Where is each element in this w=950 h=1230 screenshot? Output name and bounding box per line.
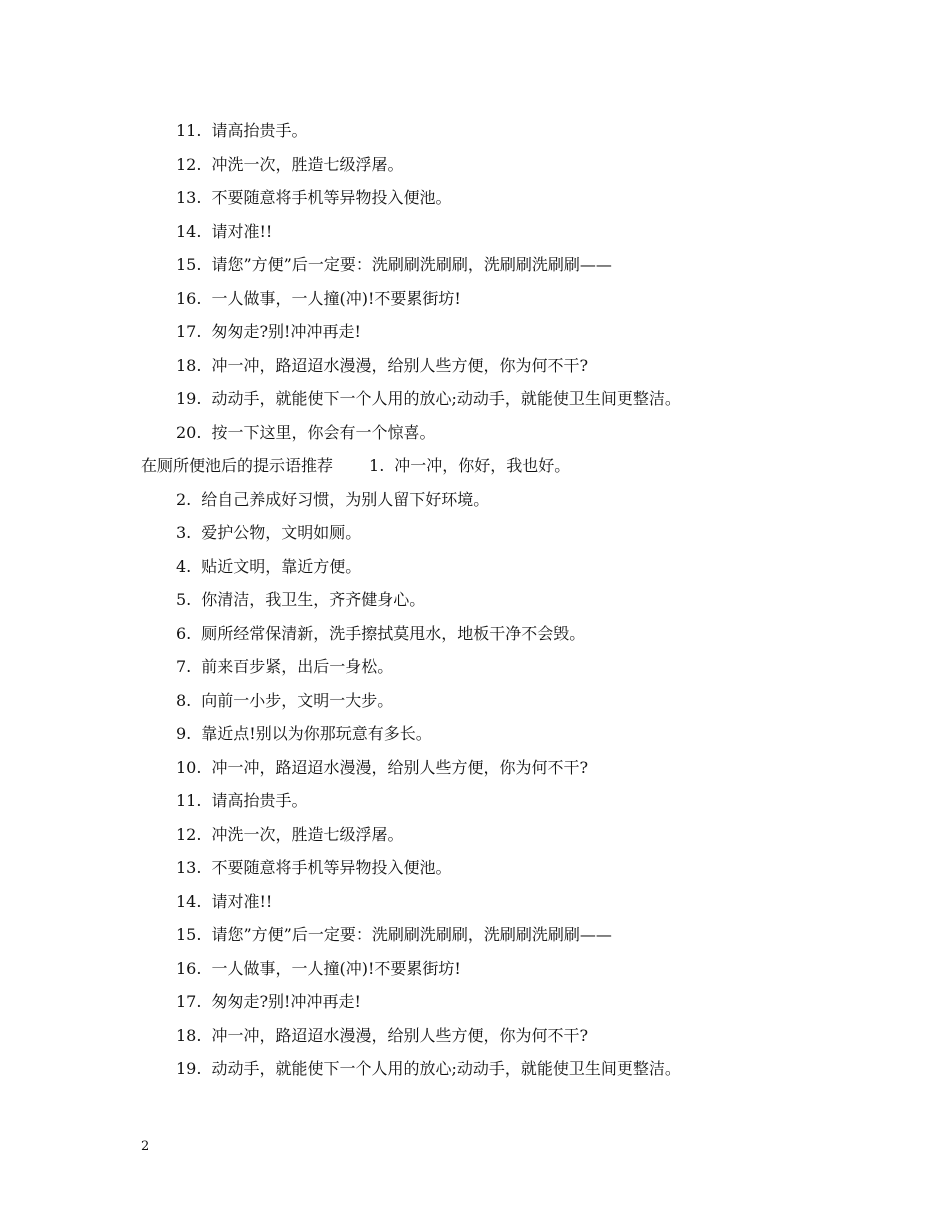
- item-number: 14.: [176, 222, 202, 241]
- item-number: 13.: [176, 858, 202, 877]
- item-text: 动动手，就能使下一个人用的放心;动动手，就能使卫生间更整洁。: [211, 389, 681, 408]
- item-text: 请高抬贵手。: [211, 791, 308, 810]
- list-item: [176, 624, 585, 644]
- item-number: 18.: [176, 356, 202, 375]
- list-item: [176, 155, 403, 175]
- item-number: 11.: [176, 791, 202, 810]
- item-text: 不要随意将手机等异物投入便池。: [211, 188, 452, 207]
- list-item: [176, 389, 681, 409]
- list-item: [176, 925, 612, 945]
- list-item: [176, 758, 588, 778]
- item-text: 冲一冲，路迢迢水漫漫，给别人些方便，你为何不干?: [211, 356, 589, 375]
- list-item: [176, 222, 272, 242]
- item-number: 12.: [176, 825, 202, 844]
- item-number: 18.: [176, 1026, 202, 1045]
- list-item: [176, 691, 393, 711]
- list-item: [176, 322, 361, 342]
- page-number: 2: [141, 1139, 150, 1154]
- list-item: [176, 121, 307, 141]
- item-text: 匆匆走?别!冲冲再走!: [211, 322, 361, 341]
- item-text: 按一下这里，你会有一个惊喜。: [211, 423, 436, 442]
- item-number: 16.: [176, 289, 202, 308]
- item-number: 12.: [176, 155, 202, 174]
- section-heading-line: [141, 456, 570, 476]
- item-number: 17.: [176, 322, 202, 341]
- list-item: [176, 523, 361, 543]
- list-item: [176, 590, 425, 610]
- list-item: [176, 490, 489, 510]
- item-number: 6.: [176, 624, 192, 643]
- list-item: [176, 825, 403, 845]
- item-text: 厕所经常保清新，洗手擦拭莫甩水，地板干净不会毁。: [201, 624, 586, 643]
- item-text: 前来百步紧，出后一身松。: [201, 657, 394, 676]
- item-text: 爱护公物，文明如厕。: [201, 523, 362, 542]
- list-item: [176, 289, 461, 309]
- list-item: [176, 959, 461, 979]
- list-item: [176, 255, 612, 275]
- item-number: 8.: [176, 691, 192, 710]
- list-item: [176, 657, 393, 677]
- list-item: [176, 1026, 588, 1046]
- item-text: 请对准!!: [211, 222, 273, 241]
- item-text: 请您”方便”后一定要：洗刷刷洗刷刷，洗刷刷洗刷刷——: [211, 255, 612, 274]
- item-text: 一人做事，一人撞(冲)!不要累街坊!: [211, 289, 461, 308]
- item-number: 14.: [176, 892, 202, 911]
- list-item: [176, 858, 451, 878]
- list-item: [176, 557, 361, 577]
- item-number: 15.: [176, 255, 202, 274]
- item-number: 19.: [176, 389, 202, 408]
- list-item: [176, 188, 451, 208]
- item-text: 冲一冲，路迢迢水漫漫，给别人些方便，你为何不干?: [211, 1026, 589, 1045]
- item-text: 动动手，就能使下一个人用的放心;动动手，就能使卫生间更整洁。: [211, 1059, 681, 1078]
- list-item: [176, 1059, 681, 1079]
- list-item: [176, 892, 272, 912]
- item-text: 请高抬贵手。: [211, 121, 308, 140]
- item-text: 冲洗一次，胜造七级浮屠。: [211, 825, 404, 844]
- item-text: 给自己养成好习惯，为别人留下好环境。: [201, 490, 490, 509]
- item-number: 1.: [369, 456, 385, 475]
- item-number: 10.: [176, 758, 202, 777]
- item-text: 匆匆走?别!冲冲再走!: [211, 992, 361, 1011]
- list-item: [176, 791, 307, 811]
- item-text: 请您”方便”后一定要：洗刷刷洗刷刷，洗刷刷洗刷刷——: [211, 925, 612, 944]
- item-number: 7.: [176, 657, 192, 676]
- item-text: 冲一冲，你好，我也好。: [394, 456, 571, 475]
- item-text: 一人做事，一人撞(冲)!不要累街坊!: [211, 959, 461, 978]
- item-text: 请对准!!: [211, 892, 273, 911]
- item-text: 你清洁，我卫生，齐齐健身心。: [201, 590, 426, 609]
- item-text: 贴近文明，靠近方便。: [201, 557, 362, 576]
- list-item: [176, 724, 432, 744]
- item-text: 冲洗一次，胜造七级浮屠。: [211, 155, 404, 174]
- item-number: 15.: [176, 925, 202, 944]
- item-text: 冲一冲，路迢迢水漫漫，给别人些方便，你为何不干?: [211, 758, 589, 777]
- list-item: [176, 356, 588, 376]
- item-number: 4.: [176, 557, 192, 576]
- item-number: 19.: [176, 1059, 202, 1078]
- item-number: 5.: [176, 590, 192, 609]
- item-number: 9.: [176, 724, 192, 743]
- item-number: 17.: [176, 992, 202, 1011]
- item-number: 16.: [176, 959, 202, 978]
- item-text: 向前一小步，文明一大步。: [201, 691, 394, 710]
- list-item: [176, 423, 435, 443]
- section-heading: 在厕所便池后的提示语推荐: [141, 456, 334, 475]
- list-item: [176, 992, 361, 1012]
- item-number: 20.: [176, 423, 202, 442]
- item-text: 不要随意将手机等异物投入便池。: [211, 858, 452, 877]
- item-number: 2.: [176, 490, 192, 509]
- item-text: 靠近点!别以为你那玩意有多长。: [201, 724, 432, 743]
- item-number: 13.: [176, 188, 202, 207]
- item-number: 3.: [176, 523, 192, 542]
- item-number: 11.: [176, 121, 202, 140]
